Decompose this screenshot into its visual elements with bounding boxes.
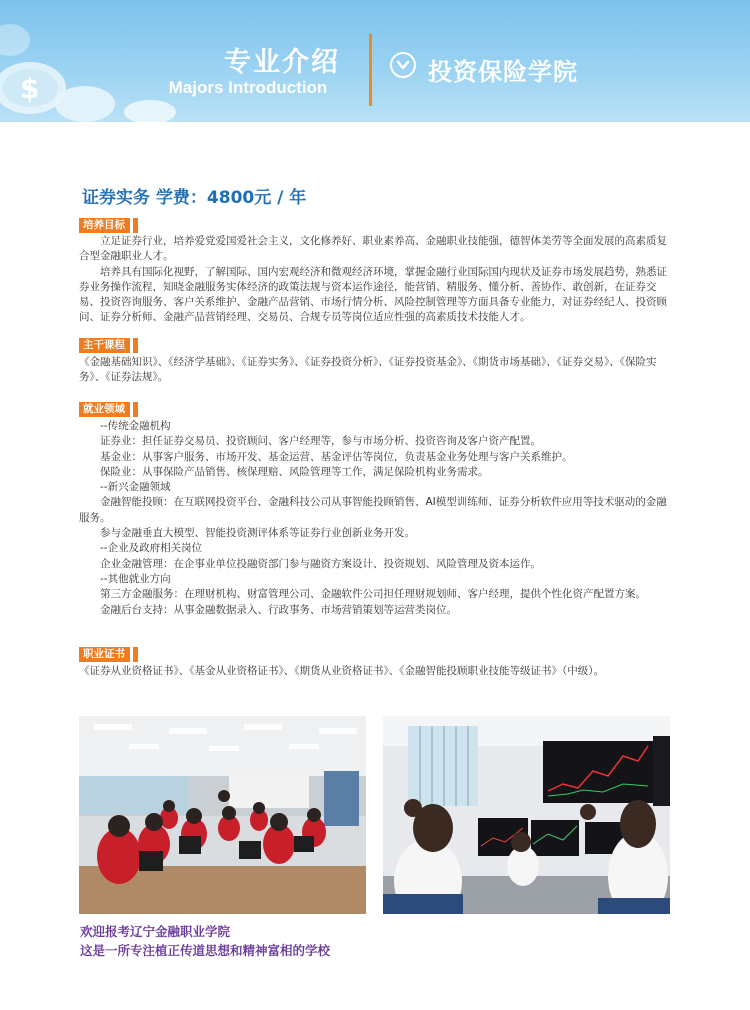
employment-line: 企业金融管理：在企事业单位投融资部门参与融资方案设计、投资规划、风险管理及资本运作。 [100, 557, 541, 570]
trading-lab-photo [383, 716, 670, 914]
header-banner [0, 0, 750, 122]
employment-text [79, 419, 673, 618]
employment-line: 参与金融垂直大模型、智能投资测评体系等证券行业创新业务开发。 [100, 527, 415, 540]
chevron-down-circle-icon [390, 52, 416, 78]
goal-text [79, 234, 673, 326]
footer-welcome: 欢迎报考辽宁金融职业学院 [80, 924, 231, 939]
employment-line: 基金业：从事客户服务、市场开发、基金运营、基金评估等岗位，负责基金业务处理与客户关系维护。 [100, 450, 573, 463]
employment-line: 保险业：从事保险产品销售、核保理赔、风险管理等工作，满足保险机构业务需求。 [100, 465, 489, 478]
dollar-coin-icon [0, 0, 230, 122]
major-heading: 证券实务 学费：4800元 / 年 [82, 188, 307, 208]
courses-list: 《金融基础知识》、《经济学基础》、《证券实务》、《证券投资分析》、《证券投资基金》、《期货市场基础》、《证券交易》、《保险实务》、《证券法规》。 [79, 356, 657, 384]
svg-text:$: $ [20, 72, 40, 105]
college-name: 投资保险学院 [428, 58, 578, 86]
certificates-text [79, 664, 673, 679]
goal-paragraph: 立足证券行业，培养爱党爱国爱社会主义，文化修养好、职业素养高、金融职业技能强，德智体美劳等全面发展的高素质复合型金融职业人才。 [79, 235, 667, 263]
employment-line: 证券业：担任证券交易员、投资顾问、客户经理等，参与市场分析、投资咨询及客户资产配置。 [100, 435, 541, 448]
employment-line: 金融智能投顾：在互联网投资平台、金融科技公司从事智能投顾销售、AI模型训练师、证券分析软件应用等技术驱动的金融服务。 [79, 496, 667, 524]
section-title-en: Majors Introduction [168, 78, 328, 97]
employment-line: --传统金融机构 [100, 420, 171, 432]
employment-line: 金融后台支持：从事金融数据录入、行政事务、市场营销策划等运营类岗位。 [100, 603, 457, 616]
section-label-certificates: 职业证书 [79, 647, 130, 662]
header-divider [369, 34, 372, 106]
section-label-courses: 主干课程 [79, 338, 130, 353]
employment-line: 第三方金融服务：在理财机构、财富管理公司、金融软件公司担任理财规划师、客户经理，提供个性化资产配置方案。 [100, 588, 646, 601]
section-label-goal: 培养目标 [79, 218, 130, 233]
employment-line: --新兴金融领域 [100, 481, 171, 494]
footer-slogan: 这是一所专注植正传道思想和精神富相的学校 [80, 943, 331, 958]
section-title-cn: 专业介绍 [224, 47, 340, 78]
classroom-photo [79, 716, 366, 914]
employment-line: --其他就业方向 [100, 572, 171, 585]
employment-line: --企业及政府相关岗位 [100, 542, 203, 555]
certificates-list: 《证券从业资格证书》、《基金从业资格证书》、《期货从业资格证书》、《金融智能投顾职业技能等级证书》（中级）。 [79, 665, 604, 677]
courses-text [79, 355, 673, 386]
goal-paragraph: 培养具有国际化视野，了解国际、国内宏观经济和微观经济环境，掌握金融行业国际国内现状及证券市场发展趋势，熟悉证券业务操作流程，知晓金融服务实体经济的政策法规与资本运作途径，能营销、精服务、懂分析、善协作、敢创新，在证券交易、投资咨询服务、客户关系维护、金融产品营销、市场行情分析、风险控制管理等方面具备专业能力，对证券经纪人、投资顾问、证券分析师、金融产品营销经理、交易员、合规专员等岗位适应性强的高素质技术技能人才。 [79, 265, 667, 324]
section-label-employment: 就业领域 [79, 402, 130, 417]
